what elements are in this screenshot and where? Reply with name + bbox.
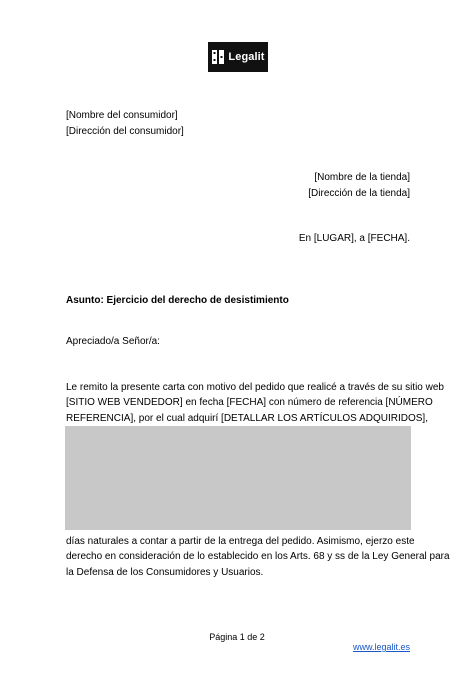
letter-subject: Asunto: Ejercicio del derecho de desistimiento bbox=[66, 295, 289, 306]
sender-address: [Dirección del consumidor] bbox=[66, 126, 184, 137]
page-number: Página 1 de 2 bbox=[209, 632, 265, 642]
legalit-logo bbox=[208, 42, 268, 72]
paragraph-intro-line: REFERENCIA], por el cual adquirí [DETALLAR LOS ARTÍCULOS ADQUIRIDOS], bbox=[66, 412, 428, 424]
paragraph-closing-line: derecho en consideración de lo establecido en los Arts. 68 y ss de la Ley General para bbox=[66, 551, 450, 563]
paragraph-closing bbox=[66, 534, 450, 580]
recipient-name: [Nombre de la tienda] bbox=[314, 172, 410, 183]
paragraph-closing-line: la Defensa de los Consumidores y Usuarios. bbox=[66, 566, 264, 578]
paragraph-closing-line: días naturales a contar a partir de la entrega del pedido. Asimismo, ejerzo este bbox=[66, 536, 415, 547]
sender-name: [Nombre del consumidor] bbox=[66, 110, 178, 121]
recipient-address: [Dirección de la tienda] bbox=[308, 188, 410, 199]
legalit-logo-icon bbox=[211, 49, 225, 65]
paragraph-intro-line: Le remito la presente carta con motivo del pedido que realicé a través de su sitio web bbox=[66, 382, 444, 393]
logo-text: Legalit bbox=[228, 51, 265, 63]
greeting: Apreciado/a Señor/a: bbox=[66, 336, 160, 347]
paragraph-intro-line: [SITIO WEB VENDEDOR] en fecha [FECHA] con número de referencia [NÚMERO bbox=[66, 397, 433, 409]
footer-website-link[interactable]: www.legalit.es bbox=[352, 642, 410, 652]
paragraph-intro bbox=[66, 380, 444, 426]
redacted-block bbox=[65, 426, 411, 530]
place-date: En [LUGAR], a [FECHA]. bbox=[298, 233, 410, 244]
